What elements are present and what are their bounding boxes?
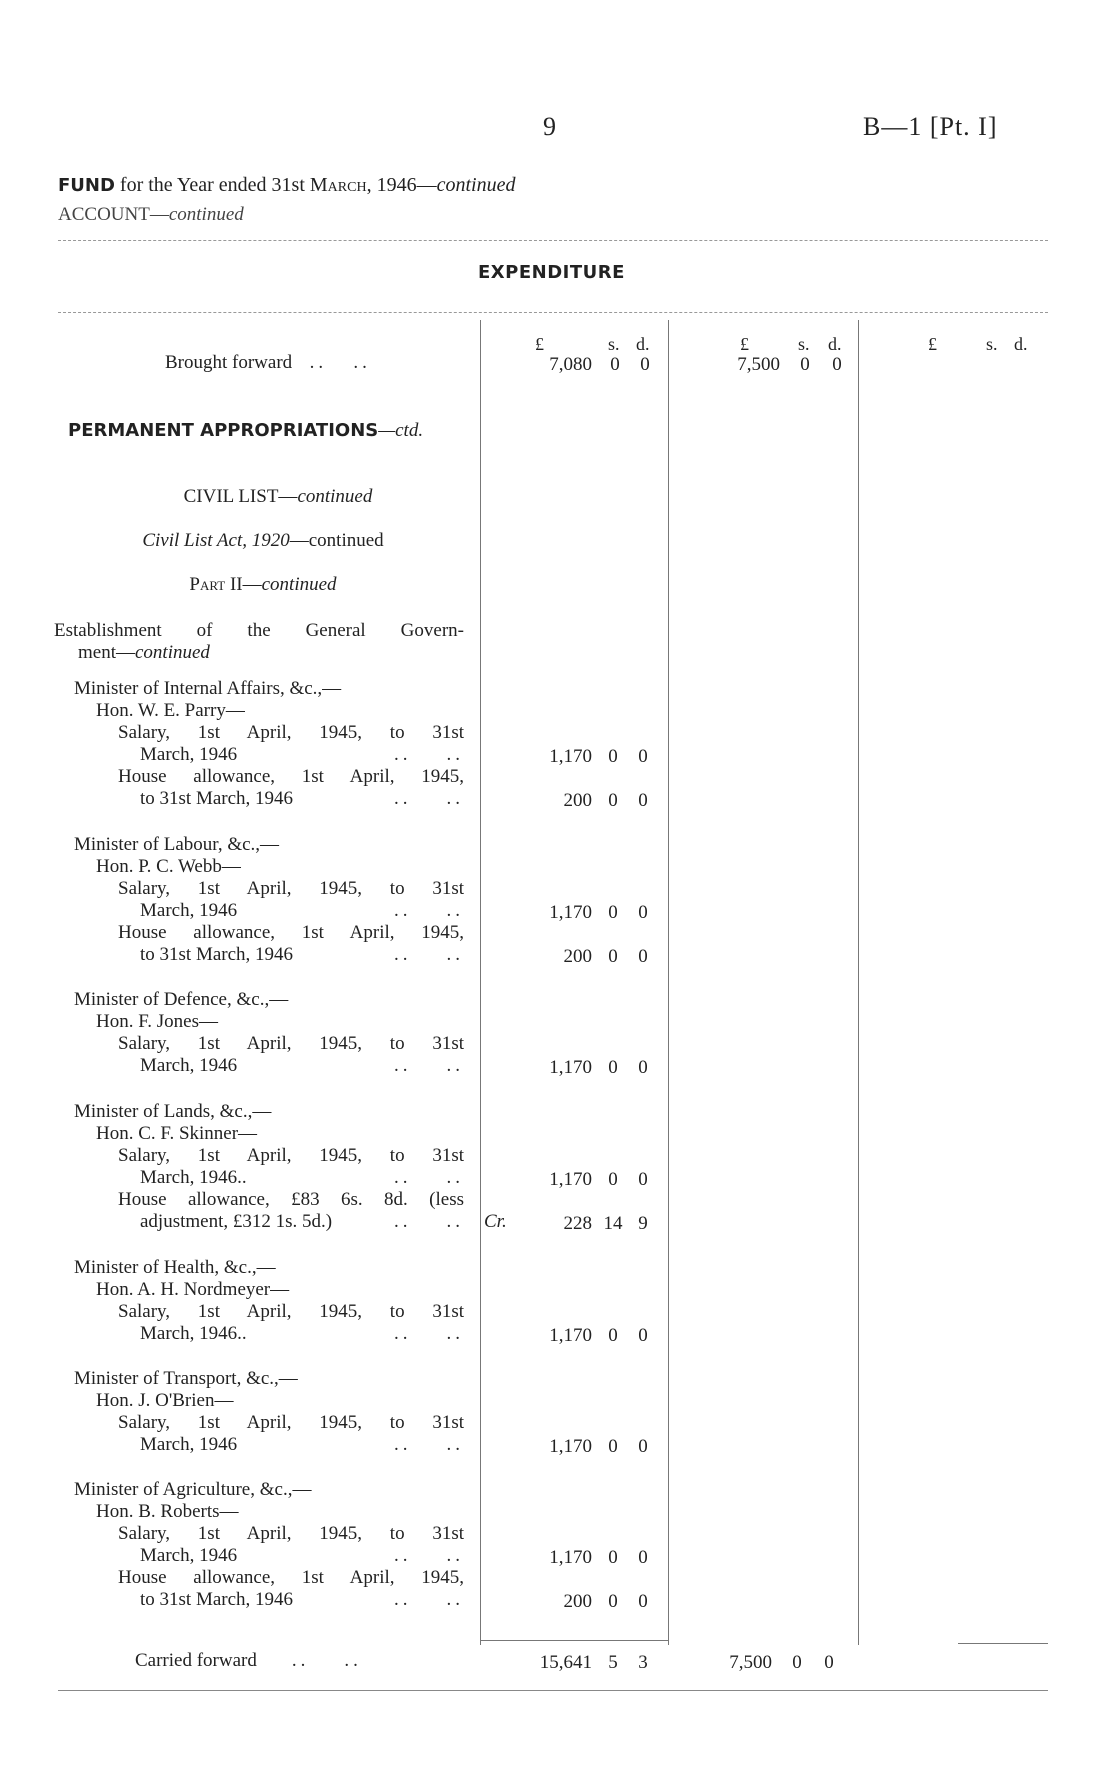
amount-shillings: 14 [603,1213,623,1234]
fund-title [58,174,515,197]
col2-pence-head: d. [828,334,842,354]
amount-pence: 0 [638,1591,648,1612]
top-rule [58,240,1048,241]
item-line-2-text: March, 1946 [140,1055,238,1076]
bf-col2-shillings: 0 [800,354,810,375]
subtitle-cont: continued [168,204,244,225]
leader-dots: .. .. [394,1055,464,1076]
carried-forward-label: Carried forward .. .. [135,1650,362,1671]
permanent-appropriations-heading: PERMANENT APPROPRIATIONS—ctd. [68,420,424,441]
page-number: 9 [543,112,556,141]
amount-pounds: 200 [563,1591,592,1612]
minister-name: Hon. A. H. Nordmeyer— [96,1279,290,1300]
bf-col2-pence: 0 [832,354,842,375]
leader-dots: .. .. [394,1434,464,1455]
col-divider-3 [858,320,859,1645]
amount-pounds: 1,170 [549,746,592,767]
leader-dots: .. .. [394,744,464,765]
bf-col1-pounds: 7,080 [549,354,592,375]
account-subtitle [58,204,244,226]
amount-pence: 0 [638,1057,648,1078]
page-code: B—1 [Pt. I] [863,112,998,141]
item-line-2 [140,900,464,922]
amount-shillings: 0 [608,1057,618,1078]
bottom-rule [58,1690,1048,1691]
amount-shillings: 0 [608,1591,618,1612]
amount-pence: 0 [638,946,648,967]
item-line-2-text: adjustment, £312 1s. 5d.) [140,1211,333,1232]
minister-title: Minister of Health, &c.,— [74,1257,276,1278]
col3-pence-head: d. [1014,334,1028,354]
item-line-2-text: to 31st March, 1946 [140,788,294,809]
cf-col1-pence: 3 [638,1652,648,1673]
amount-pounds: 228 [563,1213,592,1234]
total-rule-col1 [480,1640,668,1641]
subtitle-text: ACCOUNT— [58,204,169,225]
cf-col2-pounds: 7,500 [729,1652,772,1673]
leader-dots: .. .. [394,1211,464,1232]
item-line-1: Salary, 1st April, 1945, to 31st [118,1301,464,1322]
title-rest: for the Year ended 31st [114,174,310,196]
col-divider-1 [480,320,481,1645]
item-line-2 [140,1055,464,1077]
minister-title: Minister of Agriculture, &c.,— [74,1479,312,1500]
cf-col1-pounds: 15,641 [539,1652,592,1673]
amount-pounds: 1,170 [549,1169,592,1190]
item-line-2-text: March, 1946 [140,1545,238,1566]
item-line-2-text: March, 1946.. [140,1323,247,1344]
minister-name: Hon. B. Roberts— [96,1501,239,1522]
item-line-1: Salary, 1st April, 1945, to 31st [118,1033,464,1054]
amount-shillings: 0 [608,1436,618,1457]
minister-title: Minister of Transport, &c.,— [74,1368,298,1389]
item-line-1: House allowance, 1st April, 1945, [118,766,464,787]
item-line-2 [140,1589,464,1611]
item-line-2 [140,744,464,766]
col1-pence-head: d. [636,334,650,354]
col-divider-2 [668,320,669,1645]
amount-pounds: 1,170 [549,902,592,923]
item-line-2 [140,1434,464,1456]
col1-pound-head: £ [535,334,544,354]
cf-col1-shillings: 5 [608,1652,618,1673]
item-line-2 [140,1545,464,1567]
minister-title: Minister of Internal Affairs, &c.,— [74,678,342,699]
cf-col2-pence: 0 [824,1652,834,1673]
minister-title: Minister of Defence, &c.,— [74,989,289,1010]
item-line-2-text: March, 1946 [140,744,238,765]
amount-shillings: 0 [608,1547,618,1568]
amount-pence: 9 [638,1213,648,1234]
amount-pounds: 1,170 [549,1325,592,1346]
amount-pence: 0 [638,1436,648,1457]
item-line-2 [140,788,464,810]
item-line-2-text: March, 1946.. [140,1167,247,1188]
leader-dots: .. .. [394,1589,464,1610]
civil-list-act-heading: Civil List Act, 1920—continued [142,530,384,551]
title-year: , 1946— [366,174,437,196]
leader-dots: .. .. [394,944,464,965]
brought-forward-label: Brought forward .. .. [165,352,371,373]
header-rule [58,312,1048,313]
item-line-1: Salary, 1st April, 1945, to 31st [118,1412,464,1433]
item-line-1: House allowance, 1st April, 1945, [118,1567,464,1588]
amount-pounds: 1,170 [549,1547,592,1568]
leader-dots: .. .. [394,1545,464,1566]
total-rule-col3 [958,1643,1048,1644]
bf-col1-shillings: 0 [610,354,620,375]
minister-name: Hon. F. Jones— [96,1011,218,1032]
bf-col2-pounds: 7,500 [737,354,780,375]
item-line-2 [140,944,464,966]
amount-pence: 0 [638,746,648,767]
col2-pound-head: £ [740,334,749,354]
col3-shilling-head: s. [986,334,998,354]
amount-pence: 0 [638,1547,648,1568]
minister-title: Minister of Lands, &c.,— [74,1101,272,1122]
part-heading: Part II—continued [189,574,337,595]
leader-dots: .. .. [394,900,464,921]
minister-title: Minister of Labour, &c.,— [74,834,280,855]
item-line-1: Salary, 1st April, 1945, to 31st [118,722,464,743]
item-line-1: Salary, 1st April, 1945, to 31st [118,878,464,899]
title-month: March [309,174,367,196]
item-line-1: Salary, 1st April, 1945, to 31st [118,1523,464,1544]
item-line-1: House allowance, £83 6s. 8d. (less [118,1189,464,1210]
title-cont: continued [436,174,516,196]
cf-col2-shillings: 0 [792,1652,802,1673]
amount-shillings: 0 [608,902,618,923]
item-line-2 [140,1211,464,1233]
minister-name: Hon. W. E. Parry— [96,700,245,721]
credit-prefix: Cr. [484,1211,507,1232]
col3-pound-head: £ [928,334,937,354]
amount-shillings: 0 [608,1325,618,1346]
col1-shilling-head: s. [608,334,620,354]
col2-shilling-head: s. [798,334,810,354]
item-line-2-text: March, 1946 [140,1434,238,1455]
amount-shillings: 0 [608,946,618,967]
minister-name: Hon. J. O'Brien— [96,1390,234,1411]
amount-shillings: 0 [608,1169,618,1190]
leader-dots: .. .. [394,788,464,809]
amount-pounds: 200 [563,946,592,967]
amount-pounds: 1,170 [549,1436,592,1457]
leader-dots: .. .. [394,1167,464,1188]
item-line-2-text: to 31st March, 1946 [140,944,294,965]
amount-pence: 0 [638,902,648,923]
establishment-line-2: ment—continued [78,642,210,663]
item-line-2 [140,1167,464,1189]
amount-pounds: 1,170 [549,1057,592,1078]
bf-col1-pence: 0 [640,354,650,375]
title-bold: FUND [58,175,115,196]
item-line-2-text: March, 1946 [140,900,238,921]
establishment-line-1: Establishment of the General Govern- [54,620,464,641]
amount-shillings: 0 [608,746,618,767]
amount-shillings: 0 [608,790,618,811]
item-line-1: House allowance, 1st April, 1945, [118,922,464,943]
expenditure-heading: EXPENDITURE [478,262,625,283]
item-line-1: Salary, 1st April, 1945, to 31st [118,1145,464,1166]
minister-name: Hon. C. F. Skinner— [96,1123,258,1144]
amount-pence: 0 [638,1169,648,1190]
amount-pence: 0 [638,1325,648,1346]
amount-pounds: 200 [563,790,592,811]
amount-pence: 0 [638,790,648,811]
item-line-2-text: to 31st March, 1946 [140,1589,294,1610]
minister-name: Hon. P. C. Webb— [96,856,241,877]
civil-list-heading: CIVIL LIST—continued [183,486,373,507]
item-line-2 [140,1323,464,1345]
leader-dots: .. .. [394,1323,464,1344]
